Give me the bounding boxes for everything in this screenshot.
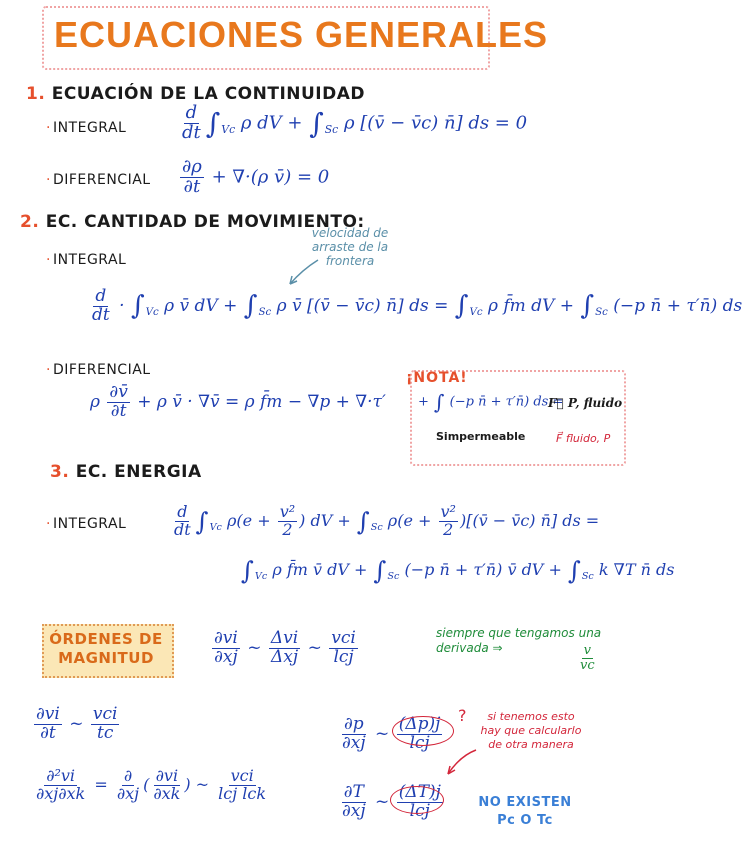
sec3-integral-label: · INTEGRAL (46, 516, 127, 532)
nota-force: F⃗ P, fluido (548, 396, 623, 410)
frame-velocity-note: velocidad de arraste de la frontera (311, 226, 389, 268)
continuity-differential-equation: $\frac{\partial\rho}{\partial t}$ + ∇·(ρ v̄) = 0 (182, 156, 330, 197)
nota-force-reaction: F⃗ fluido, P (556, 432, 611, 445)
momentum-integral-equation: $\frac{d}{dt}$ · $\int_{Vc}$ ρ v̄ dV + $\int_{Sc}$ ρ v̄ [(v̄ − v̄c) n̄] ds = $\int_{Vc}$ ρ f̄m dV + $\int_{Sc}$ (−p n̄ + τ′n̄) ds (92, 286, 742, 325)
section-2-title: EC. CANTIDAD DE MOVIMIENTO: (45, 212, 365, 232)
momentum-differential-equation: ρ $\frac{\partial v̄}{\partial t}$ + ρ v̄ · ∇v̄ = ρ f̄m − ∇p + ∇·τ′ (90, 382, 386, 421)
sec2-diferencial-label: · DIFERENCIAL (46, 362, 151, 378)
continuity-integral-equation: $\frac{d}{dt}$ $\int_{Vc}$ ρ dV + $\int_{Sc}$ ρ [(v̄ − v̄c) n̄] ds = 0 (182, 102, 528, 143)
time-derivative-order: $\frac{\partial vi}{\partial t}$ ~ $\frac{\text{vci}}{tc}$ (36, 704, 118, 743)
derivative-note: siempre que tengamos una derivada ⇒ (436, 626, 602, 655)
magnitude-order-equation: $\frac{\partial vi}{\partial xj}$ ~ $\frac{\text{Δvi}}{\text{Δxj}}$ ~ $\frac{\text{vci}}{\text{lcj}}$ (214, 628, 356, 667)
sec1-diferencial-label: · DIFERENCIAL (46, 172, 151, 188)
section-2-number: 2. (20, 212, 40, 232)
calc-other-way-note: si tenemos esto hay que calcularlo de otra manera (480, 710, 582, 751)
section-3-title: EC. ENERGIA (75, 462, 202, 482)
energy-integral-equation-lhs: $\frac{d}{dt}$ $\int_{Vc}$ ρ(e + $\frac{\text{v²}}{2}$ ) dV + $\int_{Sc}$ ρ(e + $\frac{\text{v²}}{2}$ )[(v̄ − v̄c) n̄] ds = (174, 502, 600, 539)
section-3-number: 3. (50, 462, 70, 482)
nota-surface-sub: Simpermeable (436, 430, 526, 443)
page-title: ECUACIONES GENERALES (54, 14, 549, 55)
energy-integral-equation-rhs: $\int_{Vc}$ ρ f̄m v̄ dV + $\int_{Sc}$ (−p n̄ + τ′n̄) v̄ dV + $\int_{Sc}$ k ∇T n̄ ds (241, 556, 675, 585)
sec2-integral-label: · INTEGRAL (46, 252, 127, 268)
section-3-heading (50, 462, 202, 482)
sec1-integral-label: · INTEGRAL (46, 120, 127, 136)
no-existen-note: NO EXISTEN Pc O Tc (478, 795, 572, 828)
pressure-gradient-order: $\frac{\partial p}{\partial xj}$ ~ $\frac{(\Delta p)j}{\text{lcj}}$ (342, 714, 441, 753)
temperature-circle (390, 786, 444, 814)
question-mark: ? (458, 706, 467, 725)
derivative-note-fraction: $\frac{v}{vc}$ (580, 643, 595, 673)
nota-equation: + ∫ (−p n̄ + τ′n̄) ds = (418, 390, 564, 414)
section-1-title: ECUACIÓN DE LA CONTINUIDAD (51, 84, 366, 104)
nota-title: ¡NOTA! (406, 370, 468, 386)
second-derivative-order: $\frac{\text{∂²vi}}{\partial xj\partial xk}$ = $\frac{\partial}{\partial xj}$ ( $\frac{\partial vi}{\partial xk}$ ) ~ $\frac{\text{vci}}{\text{lcj lck}}$ (36, 766, 267, 803)
temperature-gradient-order: $\frac{\partial T}{\partial xj}$ ~ $\frac{(\Delta T)j}{\text{lcj}}$ (342, 782, 441, 821)
section-1-heading (26, 84, 365, 104)
pressure-circle (392, 716, 454, 746)
red-arrow (440, 746, 480, 782)
ordenes-label: ÓRDENES DE MAGNITUD (49, 630, 163, 667)
section-1-number: 1. (26, 84, 46, 104)
note-arrow (282, 256, 322, 290)
